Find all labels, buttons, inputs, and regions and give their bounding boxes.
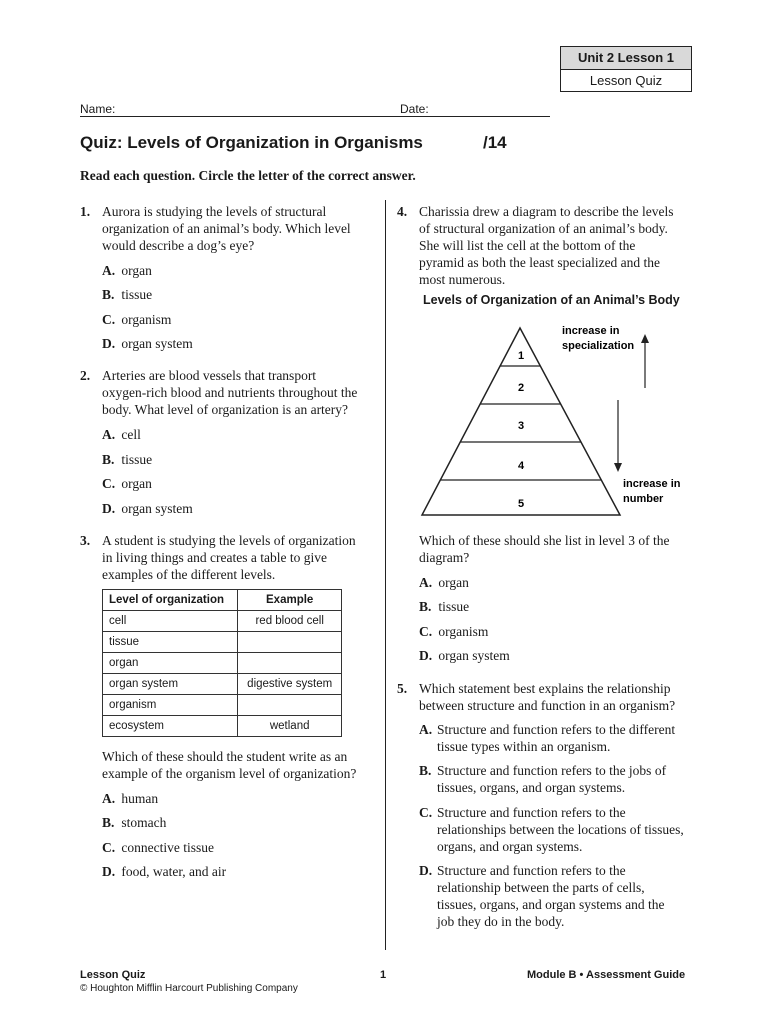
answer-option[interactable]: [102, 451, 152, 468]
table-row: [103, 695, 342, 716]
table-cell: organ system: [103, 674, 238, 695]
option-letter: D.: [102, 501, 116, 516]
answer-option[interactable]: [419, 721, 709, 755]
option-line: organs, and organ systems.: [437, 839, 583, 854]
footer-module: Module B • Assessment Guide: [527, 969, 686, 981]
option-text: tissue: [438, 599, 470, 614]
answer-option[interactable]: [102, 863, 226, 880]
down-arrowhead-icon: [614, 463, 622, 472]
option-text: stomach: [121, 815, 167, 830]
answer-option[interactable]: [102, 286, 152, 303]
table-cell: [238, 653, 342, 674]
option-letter: A.: [419, 575, 433, 590]
level-3-label: 3: [517, 420, 525, 432]
answer-option[interactable]: [419, 804, 709, 855]
option-line: Structure and function refers to the jobs of: [437, 763, 667, 778]
option-text: organ: [121, 476, 152, 491]
stem-line: organization of an animal’s body. Which level: [102, 221, 351, 236]
option-line: tissue types within an organism.: [437, 739, 611, 754]
answer-option[interactable]: [102, 839, 214, 856]
table-cell: [238, 695, 342, 716]
question-number: 5.: [397, 681, 408, 696]
option-text: organ system: [438, 648, 510, 663]
stem-line: Aurora is studying the levels of structural: [102, 204, 327, 219]
option-letter: B.: [102, 452, 115, 467]
option-letter: D.: [419, 648, 433, 663]
option-letter: B.: [102, 287, 115, 302]
question-stem: [102, 532, 372, 583]
option-letter: B.: [102, 815, 115, 830]
option-text: human: [121, 791, 159, 806]
answer-option[interactable]: [102, 335, 193, 352]
table-cell: cell: [103, 611, 238, 632]
stem-line: Which of these should she list in level 3 of the: [419, 533, 670, 548]
answer-option[interactable]: [102, 311, 171, 328]
option-letter: C.: [419, 805, 433, 820]
specialization-label-line-1: increase in: [562, 325, 620, 337]
lesson-label: Lesson Quiz: [589, 73, 663, 88]
footer-page-number: 1: [380, 969, 387, 981]
option-line: Structure and function refers to the: [437, 863, 626, 878]
option-letter: A.: [102, 791, 116, 806]
up-arrowhead-icon: [641, 334, 649, 343]
levels-table: [102, 589, 342, 737]
table-header-row: [103, 590, 342, 611]
stem-line: Arteries are blood vessels that transport: [102, 368, 317, 383]
table-cell: [238, 632, 342, 653]
table-row: [103, 674, 342, 695]
stem-line: of structural organization of an animal’s body.: [419, 221, 668, 236]
option-letter: D.: [102, 864, 116, 879]
option-letter: D.: [102, 336, 116, 351]
table-cell: tissue: [103, 632, 238, 653]
question-stem: [419, 680, 704, 714]
answer-option[interactable]: [419, 762, 709, 796]
option-line: relationships between the locations of tissues,: [437, 822, 684, 837]
instructions: Read each question. Circle the letter of the correct answer.: [80, 168, 416, 183]
answer-option[interactable]: [419, 598, 469, 615]
option-line: tissues, organs, and organ systems and the: [437, 897, 665, 912]
option-text: cell: [121, 427, 141, 442]
option-letter: D.: [419, 863, 433, 878]
table-cell: digestive system: [238, 674, 342, 695]
footer-lesson-quiz: Lesson Quiz: [80, 969, 146, 981]
option-line: tissues, organs, and organ systems.: [437, 780, 626, 795]
column-header: Example: [238, 590, 342, 611]
question-number: 3.: [80, 533, 91, 548]
answer-option[interactable]: [102, 814, 166, 831]
option-letter: B.: [419, 763, 432, 778]
answer-option[interactable]: [419, 574, 469, 591]
option-text: [437, 804, 709, 855]
option-letter: B.: [419, 599, 432, 614]
pyramid-diagram: [410, 318, 700, 526]
option-text: organism: [438, 624, 489, 639]
answer-option[interactable]: [102, 790, 158, 807]
question-stem: [102, 203, 372, 254]
specialization-label-line-2: specialization: [562, 340, 635, 352]
option-text: tissue: [121, 287, 153, 302]
question-stem: [419, 203, 699, 288]
date-field-label: Date:: [400, 102, 429, 116]
unit-lesson-box: [560, 46, 692, 92]
page-title: Quiz: Levels of Organization in Organisms: [80, 133, 423, 152]
score-total: /14: [483, 133, 507, 152]
level-1-label: 1: [517, 350, 525, 362]
option-text: organ system: [121, 501, 193, 516]
option-text: organ system: [121, 336, 193, 351]
column-header: Level of organization: [103, 590, 238, 611]
stem-line: example of the organism level of organization?: [102, 766, 357, 781]
option-text: organ: [438, 575, 469, 590]
answer-option[interactable]: [419, 647, 510, 664]
table-cell: organ: [103, 653, 238, 674]
option-text: organism: [121, 312, 172, 327]
option-letter: C.: [102, 840, 116, 855]
option-line: job they do in the body.: [437, 914, 565, 929]
answer-option[interactable]: [102, 262, 152, 279]
stem-line: diagram?: [419, 550, 470, 565]
table-row: [103, 632, 342, 653]
table-cell: red blood cell: [238, 611, 342, 632]
option-text: organ: [121, 263, 152, 278]
answer-option[interactable]: [419, 862, 709, 930]
diagram-title: Levels of Organization of an Animal’s Body: [423, 293, 680, 307]
table-cell: ecosystem: [103, 716, 238, 737]
option-letter: A.: [102, 263, 116, 278]
answer-option[interactable]: [419, 623, 488, 640]
number-label-line-1: increase in: [623, 478, 681, 490]
number-label-line-2: number: [623, 493, 664, 505]
column-divider: [385, 200, 386, 950]
level-4-label: 4: [517, 460, 525, 472]
stem-line: would describe a dog’s eye?: [102, 238, 255, 253]
option-letter: C.: [102, 312, 116, 327]
answer-option[interactable]: [102, 500, 193, 517]
option-letter: C.: [102, 476, 116, 491]
question-3-followup: [102, 748, 377, 782]
level-2-label: 2: [517, 382, 525, 394]
stem-line: She will list the cell at the bottom of the: [419, 238, 636, 253]
question-number: 2.: [80, 368, 91, 383]
level-5-label: 5: [517, 498, 525, 510]
option-line: Structure and function refers to the different: [437, 722, 676, 737]
stem-line: Which of these should the student write as an: [102, 749, 348, 764]
stem-line: body. What level of organization is an artery?: [102, 402, 349, 417]
table-row: [103, 716, 342, 737]
question-number: 1.: [80, 204, 91, 219]
stem-line: Which statement best explains the relationship: [419, 681, 671, 696]
table-cell: organism: [103, 695, 238, 716]
stem-line: examples of the different levels.: [102, 567, 276, 582]
unit-label: Unit 2 Lesson 1: [561, 47, 691, 70]
option-text: [437, 862, 709, 930]
option-letter: A.: [419, 722, 433, 737]
option-line: relationship between the parts of cells,: [437, 880, 645, 895]
stem-line: between structure and function in an organism?: [419, 698, 676, 713]
question-4-followup: [419, 532, 709, 566]
table-row: [103, 611, 342, 632]
option-text: food, water, and air: [121, 864, 227, 879]
option-text: tissue: [121, 452, 153, 467]
question-stem: [102, 367, 372, 418]
option-line: Structure and function refers to the: [437, 805, 626, 820]
option-letter: C.: [419, 624, 433, 639]
footer-copyright: © Houghton Mifflin Harcourt Publishing Company: [80, 983, 298, 994]
name-date-line: [80, 102, 550, 117]
option-text: connective tissue: [121, 840, 214, 855]
stem-line: pyramid as both the least specialized and the: [419, 255, 661, 270]
stem-line: oxygen-rich blood and nutrients throughout the: [102, 385, 358, 400]
table-row: [103, 653, 342, 674]
option-text: [437, 721, 709, 755]
question-number: 4.: [397, 204, 408, 219]
name-field-label: Name:: [80, 102, 116, 116]
stem-line: Charissia drew a diagram to describe the levels: [419, 204, 674, 219]
answer-option[interactable]: [102, 475, 152, 492]
option-letter: A.: [102, 427, 116, 442]
answer-option[interactable]: [102, 426, 141, 443]
stem-line: A student is studying the levels of organization: [102, 533, 356, 548]
table-cell: wetland: [238, 716, 342, 737]
option-text: [437, 762, 709, 796]
stem-line: in living things and creates a table to give: [102, 550, 327, 565]
stem-line: most numerous.: [419, 272, 506, 287]
